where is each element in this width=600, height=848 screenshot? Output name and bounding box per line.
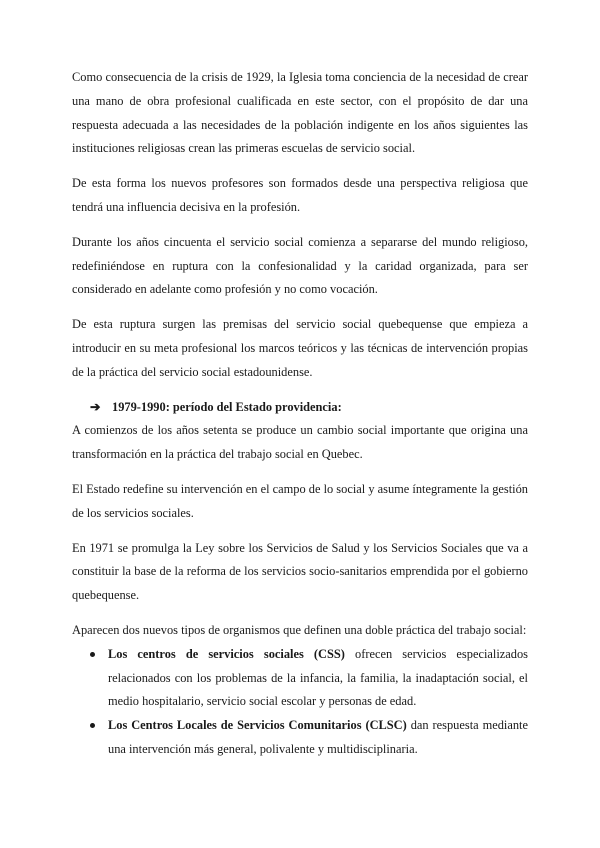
bullet-icon xyxy=(90,652,95,657)
list-item-title: Los Centros Locales de Servicios Comunitarios (CLSC) xyxy=(108,718,407,733)
list-item-text: ofrecen servicios especializados relacionados con los problemas de la infancia, la familia, la inadaptación social, el medio hospitalario, servicio social escolar y personas de edad. xyxy=(108,646,528,709)
section-heading-text: 1979-1990: período del Estado providencia: xyxy=(112,399,342,414)
section-heading xyxy=(72,396,528,420)
paragraph-anos-setenta: A comienzos de los años setenta se produce un cambio social importante que origina una transformación en la práctica del trabajo social en Quebec. xyxy=(72,423,528,462)
arrow-icon: ➔ xyxy=(90,399,101,414)
organismos-list xyxy=(72,643,528,762)
bullet-icon xyxy=(90,723,95,728)
list-item xyxy=(72,714,528,762)
paragraph-ruptura: De esta ruptura surgen las premisas del servicio social quebequense que empieza a introducir en su meta profesional los marcos teóricos y las técnicas de intervención propias de la práctica del servicio social estadounidense. xyxy=(72,317,528,379)
list-item-text: dan respuesta mediante una intervención más general, polivalente y multidisciplinaria. xyxy=(108,718,528,756)
paragraph-crisis-1929: Como consecuencia de la crisis de 1929, la Iglesia toma conciencia de la necesidad de crear una mano de obra profesional cualificada en este sector, con el propósito de dar una respuesta adecuada a las necesidades de la población indigente en los años siguientes las instituciones religiosas crean las primeras escuelas de servicio social. xyxy=(72,70,528,156)
list-item-title: Los centros de servicios sociales (CSS) xyxy=(108,646,345,661)
paragraph-ley-1971: En 1971 se promulga la Ley sobre los Servicios de Salud y los Servicios Sociales que va a constituir la base de la reforma de los servicios socio-sanitarios emprendida por el gobierno quebequense. xyxy=(72,540,528,603)
paragraph-estado: El Estado redefine su intervención en el campo de lo social y asume íntegramente la gestión de los servicios sociales. xyxy=(72,481,528,520)
document-page xyxy=(72,66,528,762)
list-item xyxy=(72,643,528,714)
paragraph-organismos: Aparecen dos nuevos tipos de organismos que definen una doble práctica del trabajo social: xyxy=(72,622,527,637)
paragraph-nuevos-profesores: De esta forma los nuevos profesores son formados desde una perspectiva religiosa que tendrá una influencia decisiva en la profesión. xyxy=(72,176,528,214)
paragraph-anos-cincuenta: Durante los años cincuenta el servicio social comienza a separarse del mundo religioso, redefiniéndose en ruptura con la confesionalidad y la caridad organizada, para ser considerado en adelante como profesión y no como vocación. xyxy=(72,234,528,297)
